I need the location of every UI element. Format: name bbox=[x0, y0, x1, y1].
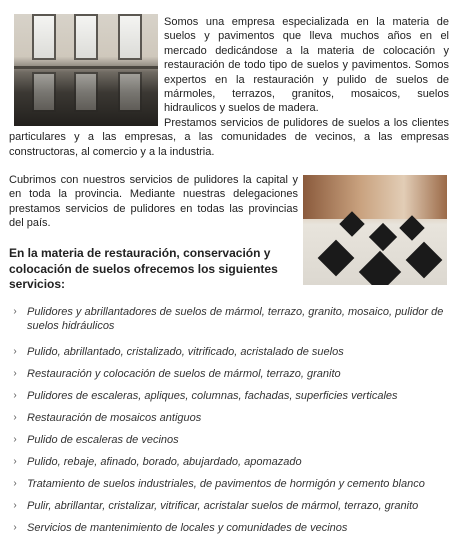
list-item: › Servicios de mantenimiento de locales y comunidades de vecinos bbox=[9, 521, 449, 535]
list-item: › Restauración y colocación de suelos de mármol, terrazo, granito bbox=[9, 367, 449, 381]
bullet-icon: › bbox=[13, 368, 17, 379]
floor-edge bbox=[14, 66, 158, 69]
window-decor bbox=[74, 14, 98, 60]
bullet-icon: › bbox=[13, 478, 17, 489]
intro-paragraph-2: Prestamos servicios de pulidores de suelos a los clientes particulares y a las empresas, a las comunidades de vecinos, a las empresas constructoras, al comercio y a la industria. bbox=[9, 117, 449, 158]
list-item: › Pulidores y abrillantadores de suelos de mármol, terrazo, granito, mosaico, pulidor de suelos hidráulicos bbox=[9, 305, 449, 334]
wall-decor bbox=[303, 175, 447, 219]
floor-tile bbox=[399, 215, 424, 240]
bullet-icon: › bbox=[13, 306, 17, 317]
intro-paragraph-1: Somos una empresa especializada en la materia de suelos y pavimentos que lleva muchos años en el mercado dedicándose a la materia de colocación y restauración de todo tipo de suelos y pavimentos. Somos expertos en la restauración y pulido de suelos de mármoles, terrazos, granitos, mosaicos, suelos hidraulicos y suelos de madera. bbox=[164, 16, 449, 115]
list-item: › Pulido, rebaje, afinado, borado, abujardado, apomazado bbox=[9, 455, 449, 469]
list-item: › Pulido de escaleras de vecinos bbox=[9, 433, 449, 447]
bullet-icon: › bbox=[13, 412, 17, 423]
window-reflection bbox=[118, 72, 142, 112]
bullet-icon: › bbox=[13, 522, 17, 533]
intro-paragraph-3: Cubrimos con nuestros servicios de pulidores la capital y en toda la provincia. Mediante nuestras delegaciones prestamos servicios de pulidores en todas las provincias del país. bbox=[9, 174, 298, 230]
bullet-icon: › bbox=[13, 500, 17, 511]
bullet-icon: › bbox=[13, 434, 17, 445]
bullet-icon: › bbox=[13, 390, 17, 401]
floor-tile bbox=[318, 240, 355, 277]
floor-tile bbox=[359, 251, 401, 285]
window-reflection bbox=[32, 72, 56, 112]
bullet-icon: › bbox=[13, 456, 17, 467]
list-item: › Pulir, abrillantar, cristalizar, vitrificar, acristalar suelos de mármol, terrazo, granito bbox=[9, 499, 449, 513]
window-decor bbox=[32, 14, 56, 60]
list-item: › Tratamiento de suelos industriales, de pavimentos de hormigón y cemento blanco bbox=[9, 477, 449, 491]
list-item: › Restauración de mosaicos antiguos bbox=[9, 411, 449, 425]
list-item: › Pulido, abrillantado, cristalizado, vitrificado, acristalado de suelos bbox=[9, 345, 449, 359]
floor-tile bbox=[406, 242, 443, 279]
polished-floor-photo bbox=[14, 14, 158, 126]
bullet-icon: › bbox=[13, 346, 17, 357]
window-decor bbox=[118, 14, 142, 60]
window-reflection bbox=[74, 72, 98, 112]
services-heading: En la materia de restauración, conservación y colocación de suelos ofrecemos los siguientes servicios: bbox=[9, 246, 278, 291]
marble-floor-photo bbox=[303, 175, 447, 285]
list-item: › Pulidores de escaleras, apliques, columnas, fachadas, superficies verticales bbox=[9, 389, 449, 403]
floor-tile bbox=[369, 223, 397, 251]
